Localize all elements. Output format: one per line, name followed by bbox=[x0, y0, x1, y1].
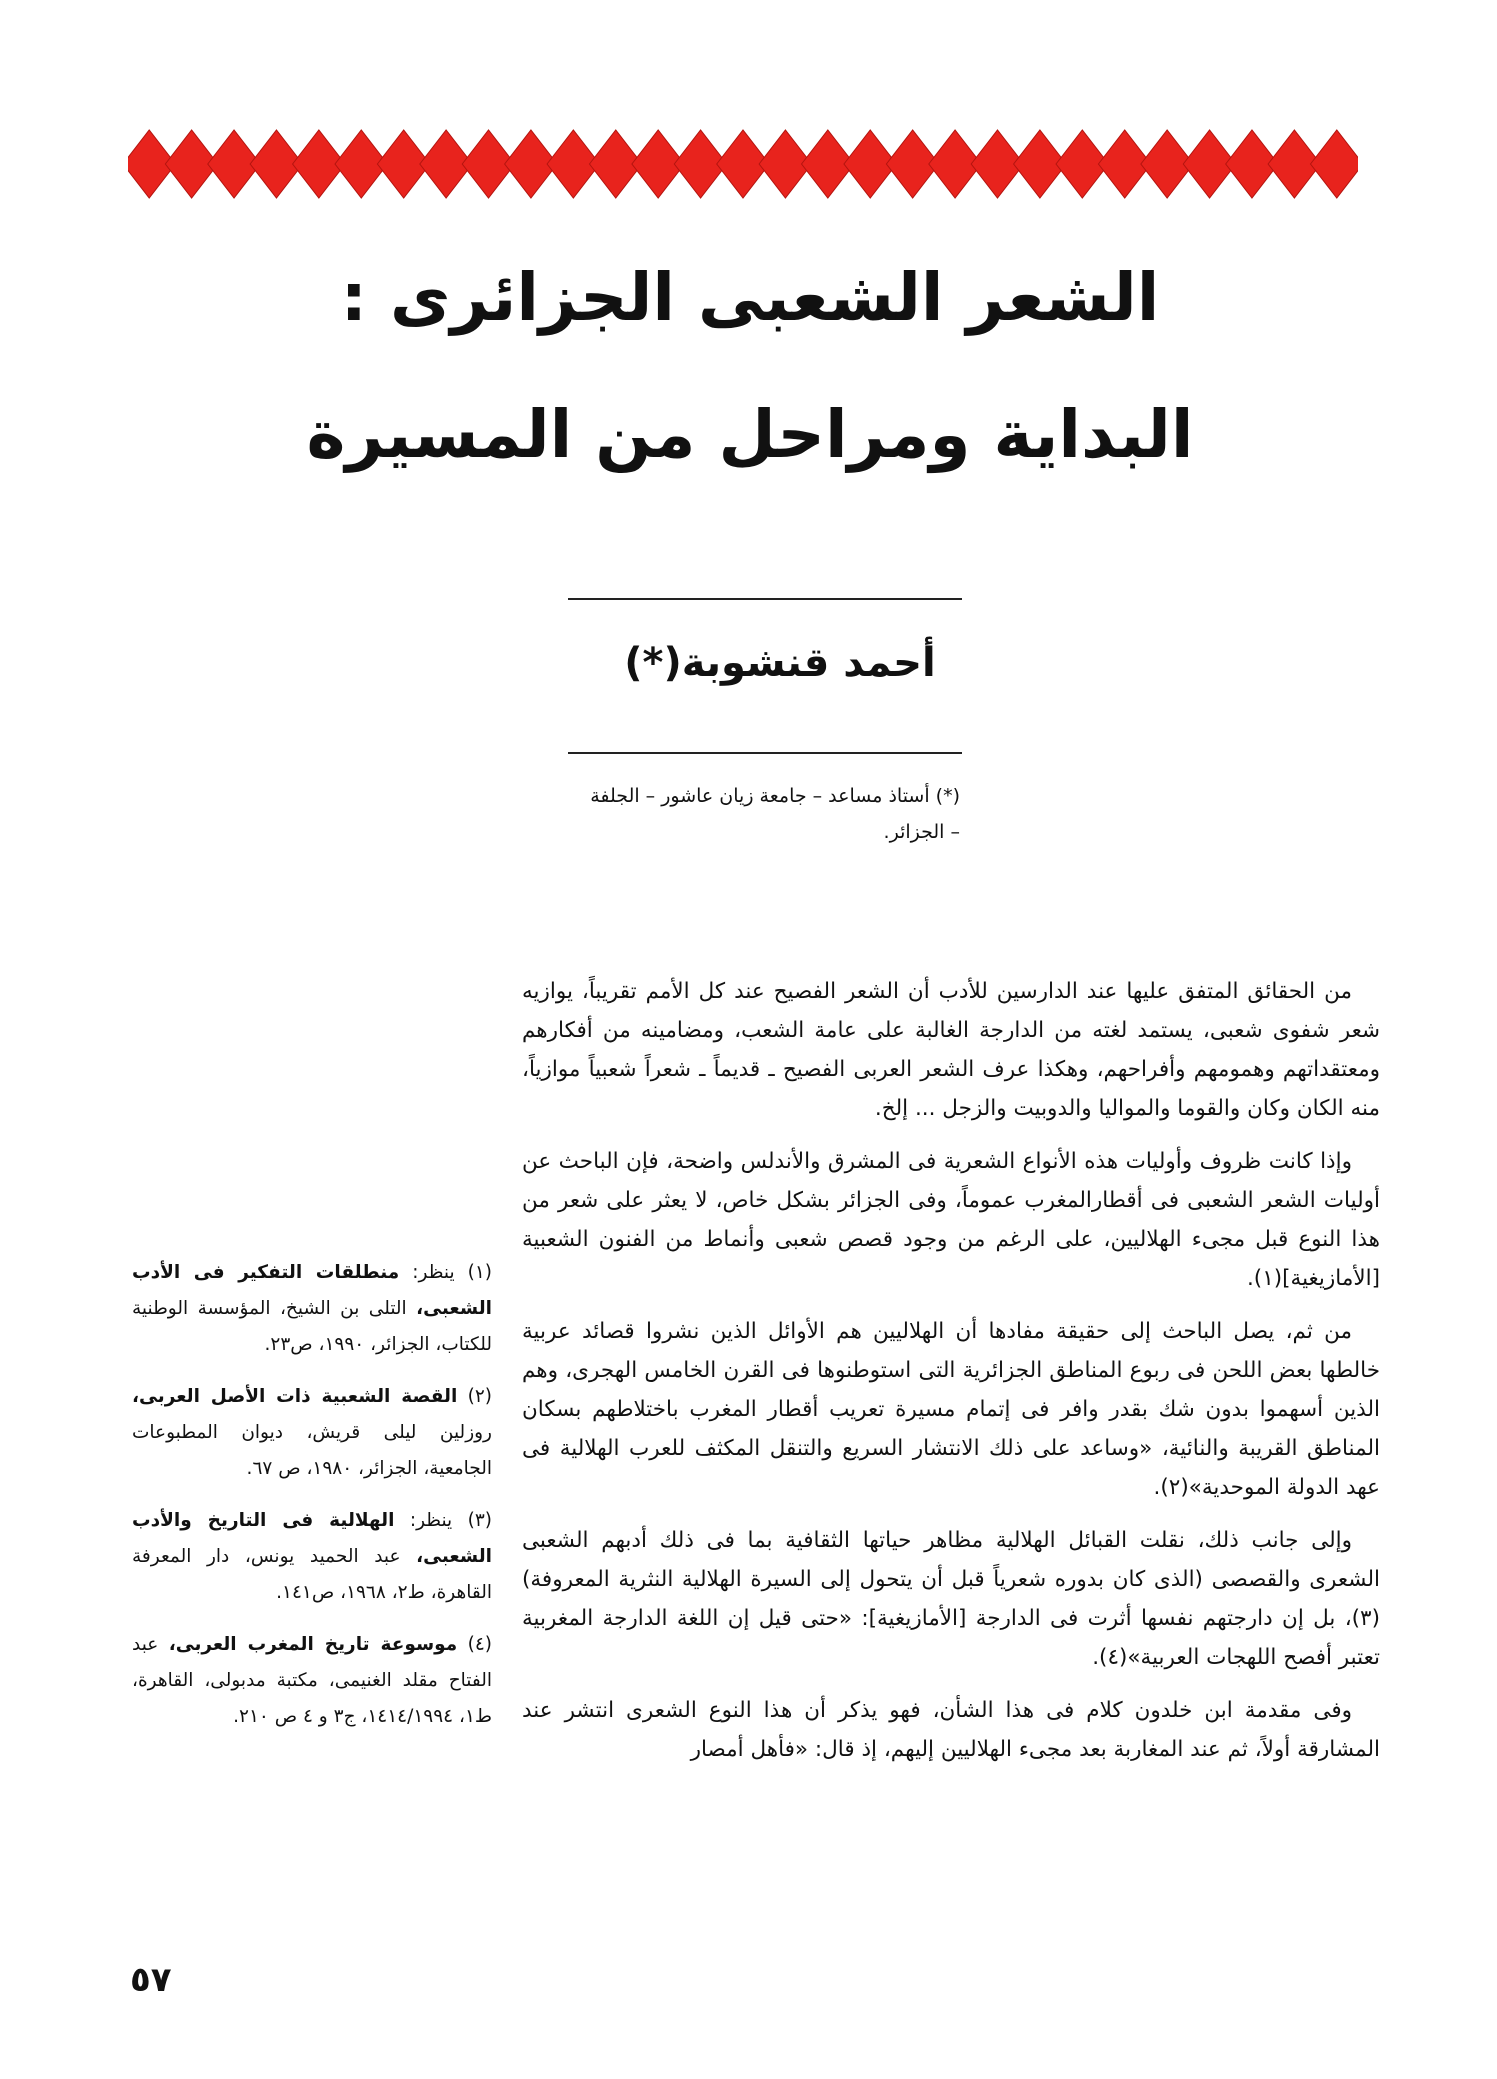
paragraph: من الحقائق المتفق عليها عند الدارسين للأدب أن الشعر الفصيح عند كل الأمم تقريباً، يوازيه شعر شفوى شعبى، يستمد لغته من الدارجة الغالبة على عامة الشعب، ومضامينه من أفكارهم ومعتقداتهم وهمومهم وأفراحهم، وهكذا عرف الشعر العربى الفصيح ـ قديماً ـ شعراً شعبياً موازياً، منه الكان وكان والقوما والمواليا والدوبيت والزجل ... إلخ. bbox=[522, 979, 1380, 1121]
paragraph: وفى مقدمة ابن خلدون كلام فى هذا الشأن، فهو يذكر أن هذا النوع الشعرى انتشر عند المشارقة أولاً، ثم عند المغاربة بعد مجىء الهلاليين إليهم، إذ قال: «فأهل أمصار bbox=[522, 1698, 1380, 1762]
footnote: (٣) ينظر: الهلالية فى التاريخ والأدب الشعبى، عبد الحميد يونس، دار المعرفة القاهرة، ط٢، ١٩٦٨، ص١٤١. bbox=[132, 1510, 492, 1603]
author-name: أحمد قنشوبة(*) bbox=[624, 640, 936, 686]
paragraph: من ثم، يصل الباحث إلى حقيقة مفادها أن الهلاليين هم الأوائل الذين نشروا قصائد عربية خالطها بعض اللحن فى ربوع المناطق الجزائرية التى استوطنوها فى القرن الخامس الهجرى، وهم الذين أسهموا بدون شك بقدر وافر فى إتمام مسيرة تعريب أقطار المغرب باختلاطهم بسكان المناطق القريبة والنائية، «وساعد على ذلك الانتشار السريع والتنقل المكثف للعرب الهلالية فى عهد الدولة الموحدية»(٢). bbox=[522, 1319, 1380, 1500]
paragraph: وإلى جانب ذلك، نقلت القبائل الهلالية مظاهر حياتها الثقافية بما فى ذلك أدبهم الشعبى الشعرى والقصصى (الذى كان بدوره شعرياً قبل أن يتحول إلى السيرة الهلالية النثرية المعروفة)(٣)، بل إن دارجتهم نفسها أثرت فى الدارجة [الأمازيغية]: «حتى قيل إن اللغة الدارجة المغربية تعتبر أفصح اللهجات العربية»(٤). bbox=[522, 1528, 1380, 1670]
paragraph: وإذا كانت ظروف وأوليات هذه الأنواع الشعرية فى المشرق والأندلس واضحة، فإن الباحث عن أوليات الشعر الشعبى فى أقطارالمغرب عموماً، وفى الجزائر بشكل خاص، لا يعثر على شعر من هذا النوع قبل مجىء الهلاليين، على الرغم من وجود قصص شعبى وأنماط من الفنون الشعبية [الأمازيغية](١). bbox=[522, 1149, 1380, 1291]
author-affiliation bbox=[540, 778, 960, 850]
footnote: (١) ينظر: منطلقات التفكير فى الأدب الشعبى، التلى بن الشيخ، المؤسسة الوطنية للكتاب، الجزائر، ١٩٩٠، ص٢٣. bbox=[132, 1262, 493, 1355]
affiliation-line-1: (*) أستاذ مساعد – جامعة زيان عاشور – الجلفة bbox=[590, 785, 960, 807]
article-body bbox=[522, 972, 1380, 1783]
footnotes bbox=[132, 1255, 492, 1751]
article-title-line-1: الشعر الشعبى الجزائرى : bbox=[340, 259, 1160, 336]
footnote: (٢) القصة الشعبية ذات الأصل العربى، روزلين ليلى قريش، ديوان المطبوعات الجامعية، الجزائر، ١٩٨٠، ص ٦٧. bbox=[132, 1386, 492, 1479]
band-diamond bbox=[1310, 130, 1358, 198]
decorative-band bbox=[128, 128, 1358, 200]
affiliation-line-2: – الجزائر. bbox=[883, 821, 960, 843]
article-title-line-2: البداية ومراحل من المسيرة bbox=[306, 396, 1194, 473]
page-number: ٥٧ bbox=[130, 1960, 172, 2000]
footnote: (٤) موسوعة تاريخ المغرب العربى، عبد الفتاح مقلد الغنيمى، مكتبة مدبولى، القاهرة، ط١، ١٤١٤/١٩٩٤، ج٣ و ٤ ص ٢١٠. bbox=[132, 1634, 492, 1727]
divider-bottom bbox=[568, 752, 962, 754]
divider-top bbox=[568, 598, 962, 600]
